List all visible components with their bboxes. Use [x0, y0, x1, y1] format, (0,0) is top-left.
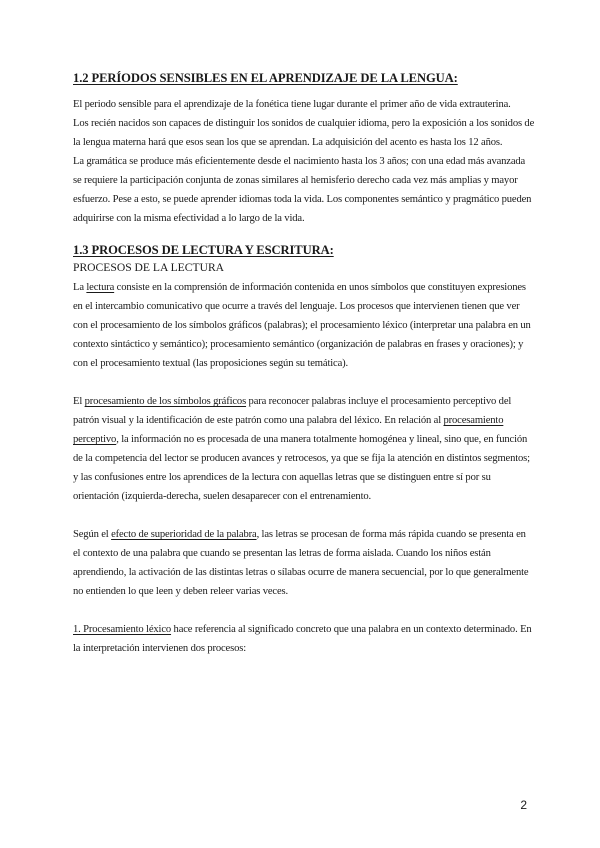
term-procesamiento-lexico: 1. Procesamiento léxico	[73, 624, 172, 635]
paragraph-lectura: La lectura consiste en la comprensión de información contenida en unos símbolos que constituyen expresiones en el intercambio comunicativo que ocurre a través del lenguaje. Los procesos que intervienen tienen que ver con el procesamiento de los símbolos gráficos (palabras); el procesamiento léxico (interpretar una palabra en un contexto sintáctico y semántico); procesamiento semántico (organización de palabras en frases y oraciones); y con el procesamiento textual (las proposiciones según su temática).	[73, 282, 531, 369]
section-heading-periodos-sensibles: 1.2 PERÍODOS SENSIBLES EN EL APRENDIZAJE DE LA LENGUA:	[73, 71, 458, 85]
page-number: 2	[520, 798, 527, 812]
paragraph-fonetica: El periodo sensible para el aprendizaje de la fonética tiene lugar durante el primer año de vida extrauterina.	[73, 99, 511, 110]
term-efecto-superioridad-palabra: efecto de superioridad de la palabra	[111, 529, 257, 540]
document-page	[73, 70, 535, 658]
term-lectura: lectura	[86, 282, 115, 293]
paragraph-recien-nacidos: Los recién nacidos son capaces de distinguir los sonidos de cualquier idioma, pero la exposición a los sonidos de la lengua materna hará que esos sean los que se aprendan. La adquisición del acento es hasta los 12 años.	[73, 118, 535, 148]
section-heading-procesos-lectura-escritura: 1.3 PROCESOS DE LECTURA Y ESCRITURA:	[73, 243, 334, 257]
paragraph-gramatica: La gramática se produce más eficientemente desde el nacimiento hasta los 3 años; con una edad más avanzada se requiere la participación conjunta de zonas similares al hemisferio derecho cada vez más amplias y mayor esfuerzo. Pese a esto, se puede aprender idiomas toda la vida. Los componentes semántico y pragmático pueden adquirirse con la misma efectividad a lo largo de la vida.	[73, 156, 532, 224]
term-procesamiento-perceptivo: procesamiento perceptivo	[73, 415, 504, 445]
term-procesamiento-simbolos-graficos: procesamiento de los símbolos gráficos	[84, 396, 247, 407]
paragraph-procesamiento-lexico: 1. Procesamiento léxico hace referencia al significado concreto que una palabra en un contexto determinado. En la interpretación intervienen dos procesos:	[73, 624, 532, 654]
subheading-procesos-lectura: PROCESOS DE LA LECTURA	[73, 261, 225, 274]
paragraph-superioridad-palabra: Según el efecto de superioridad de la palabra, las letras se procesan de forma más rápida cuando se presenta en el contexto de una palabra que cuando se presentan las letras de forma aislada. Cuando los niños están aprendiendo, la activación de las distintas letras o sílabas ocurre de manera secuencial, por lo que generalmente no entienden lo que leen y deben releer varias veces.	[73, 529, 529, 597]
paragraph-simbolos-graficos: El procesamiento de los símbolos gráficos para reconocer palabras incluye el procesamiento perceptivo del patrón visual y la identificación de este patrón como una palabra del léxico. En relación al procesamiento perceptivo, la información no es procesada de una manera totalmente homogénea y lineal, sino que, en función de la competencia del lector se producen avances y retrocesos, ya que se fija la atención en distintos segmentos; y las confusiones entre los aprendices de la lectura con aquellas letras que se distinguen entre sí por su orientación (izquierda-derecha, suelen desaparecer con el entrenamiento.	[73, 396, 530, 502]
